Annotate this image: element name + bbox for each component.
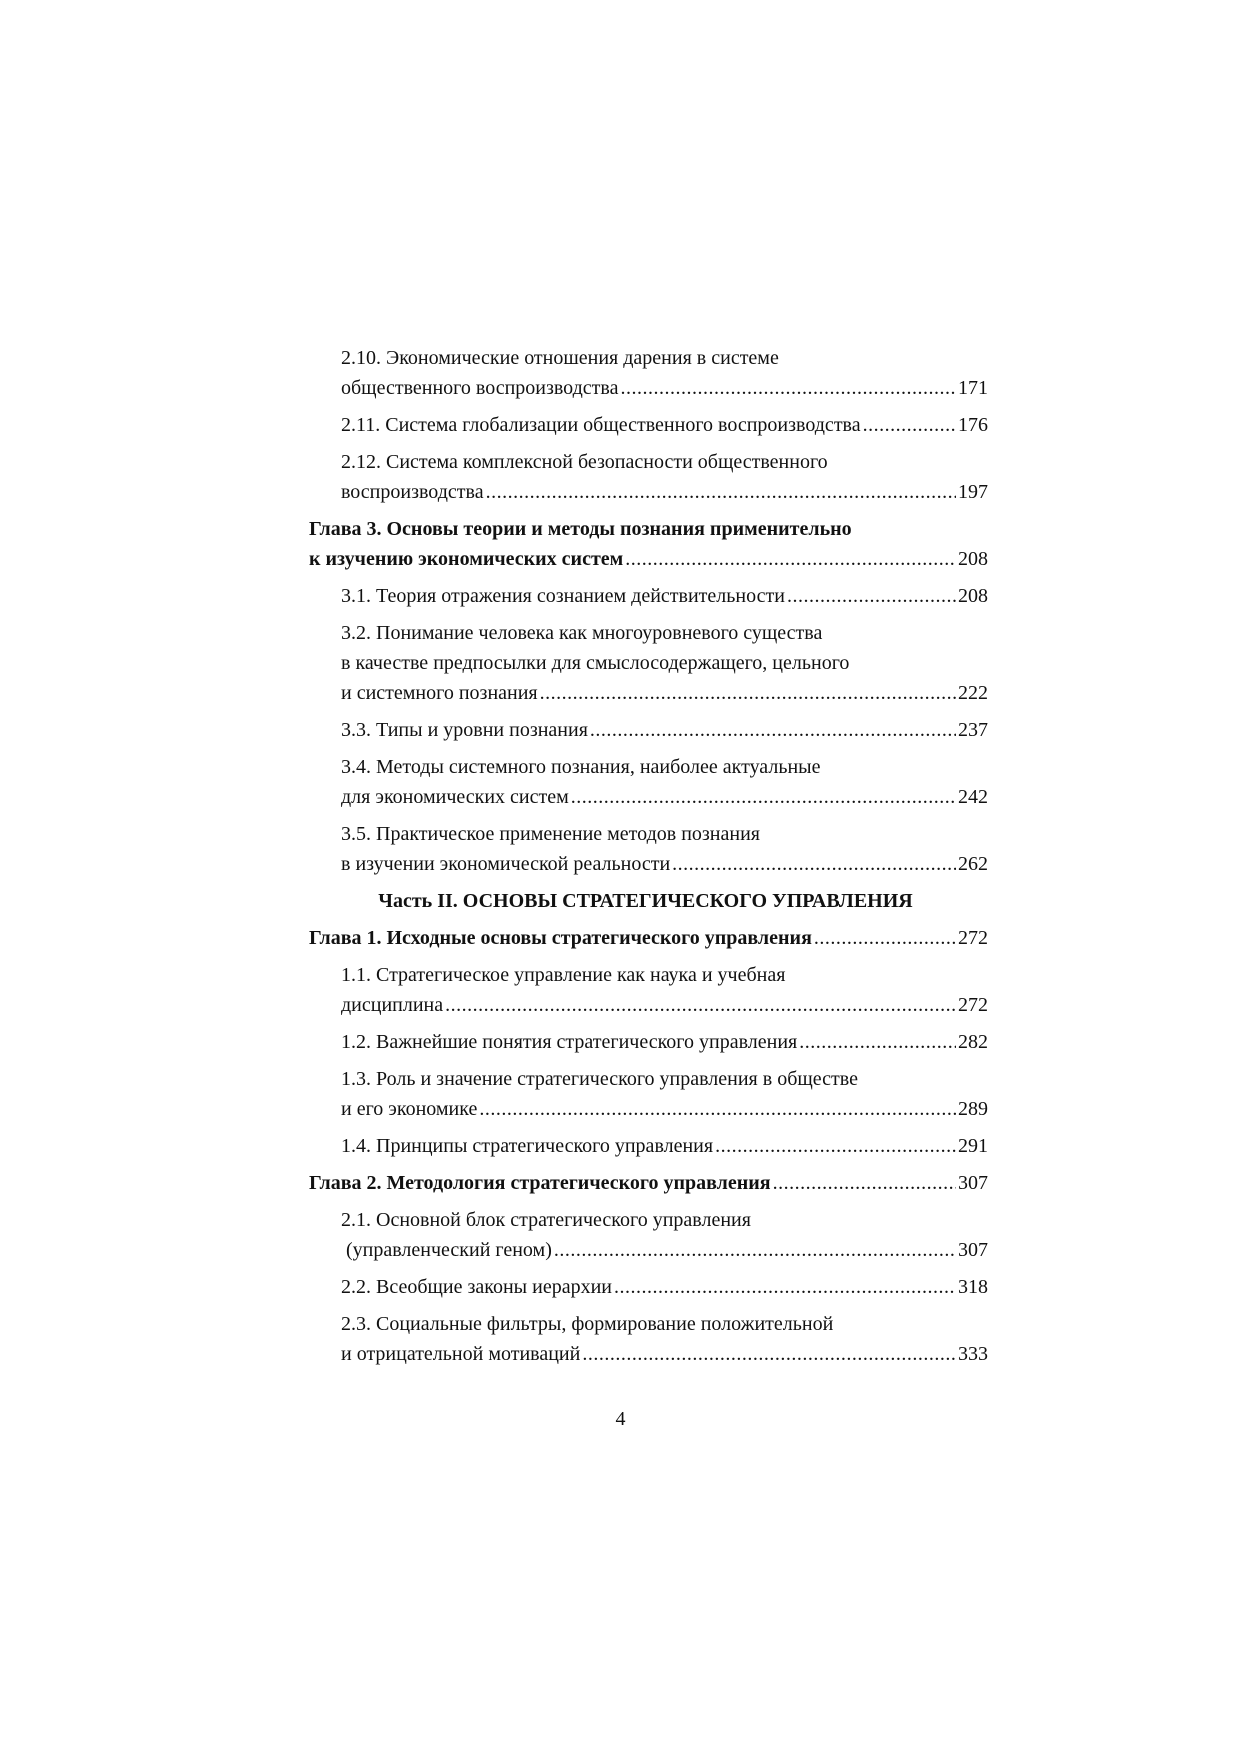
page-number: 242 (958, 786, 988, 808)
dot-leader (814, 923, 956, 953)
page-number: 237 (958, 719, 988, 741)
page-number: 272 (958, 927, 988, 949)
toc-entry (341, 715, 988, 745)
part-heading: Часть II. ОСНОВЫ СТРАТЕГИЧЕСКОГО УПРАВЛЕНИЯ (378, 890, 913, 912)
toc-entry (341, 343, 988, 403)
toc-entry-title: к изучению экономических систем (309, 548, 624, 570)
page-number: 222 (958, 682, 988, 704)
page-number: 208 (958, 548, 988, 570)
page-number: 289 (958, 1098, 988, 1120)
dot-leader (479, 1094, 956, 1124)
toc-entry (341, 618, 988, 708)
dot-leader (672, 849, 956, 879)
toc-entry-title: в изучении экономической реальности (341, 853, 671, 875)
toc-chapter (309, 1168, 988, 1198)
toc-chapter (309, 923, 988, 953)
toc-entry-line: 2.1. Основной блок стратегического управления (341, 1209, 751, 1231)
toc-entry-title: и отрицательной мотиваций (341, 1343, 581, 1365)
toc-entry (341, 410, 988, 440)
page-number: 176 (958, 414, 988, 436)
toc-entry-title: для экономических систем (341, 786, 569, 808)
dot-leader (799, 1027, 956, 1057)
page-number: 318 (958, 1276, 988, 1298)
toc-entry-line: 1.1. Стратегическое управление как наука и учебная (341, 964, 786, 986)
toc-entry (341, 1027, 988, 1057)
dot-leader (614, 1272, 956, 1302)
toc-entry-line: 3.5. Практическое применение методов познания (341, 823, 760, 845)
dot-leader (540, 678, 956, 708)
dot-leader (715, 1131, 956, 1161)
page-number: 282 (958, 1031, 988, 1053)
dot-leader (571, 782, 956, 812)
toc-entry-line: 3.4. Методы системного познания, наиболее актуальные (341, 756, 821, 778)
toc-entry (341, 960, 988, 1020)
toc-entry-title: воспроизводства (341, 481, 484, 503)
toc-entry-title: и его экономике (341, 1098, 478, 1120)
dot-leader (582, 1339, 956, 1369)
page-number: 307 (958, 1172, 988, 1194)
dot-leader (863, 410, 956, 440)
page-number: 208 (958, 585, 988, 607)
page-number: 262 (958, 853, 988, 875)
page-number: 307 (958, 1239, 988, 1261)
toc-entry-title: 3.1. Теория отражения сознанием действительности (341, 585, 785, 607)
page-number: 171 (958, 377, 988, 399)
toc-entry (341, 581, 988, 611)
toc-chapter (309, 514, 988, 574)
toc-entry-title: дисциплина (341, 994, 444, 1016)
toc-entry-title: 2.11. Система глобализации общественного воспроизводства (341, 414, 861, 436)
toc-entry (341, 1205, 988, 1265)
dot-leader (773, 1168, 956, 1198)
toc-entry-line: 3.2. Понимание человека как многоуровневого существа (341, 622, 823, 644)
dot-leader (620, 373, 956, 403)
toc-entry (341, 1309, 988, 1369)
toc-entry-title: (управленческий геном) (341, 1239, 552, 1261)
dot-leader (590, 715, 956, 745)
toc-entry-line: 2.3. Социальные фильтры, формирование положительной (341, 1313, 834, 1335)
toc-entry (341, 1064, 988, 1124)
dot-leader (445, 990, 956, 1020)
page-number: 333 (958, 1343, 988, 1365)
toc-entry (341, 1131, 988, 1161)
toc-entry (341, 1272, 988, 1302)
dot-leader (554, 1235, 956, 1265)
page-number: 197 (958, 481, 988, 503)
page-number: 291 (958, 1135, 988, 1157)
toc-entry-title: и системного познания (341, 682, 538, 704)
toc-entry-title: Глава 1. Исходные основы стратегического управления (309, 927, 812, 949)
toc-entry-line: 1.3. Роль и значение стратегического управления в обществе (341, 1068, 858, 1090)
toc-entry (341, 752, 988, 812)
toc-entry-line: 2.10. Экономические отношения дарения в системе (341, 347, 779, 369)
page-folio: 4 (615, 1408, 626, 1430)
dot-leader (486, 477, 956, 507)
dot-leader (787, 581, 956, 611)
toc-entry-title: 2.2. Всеобщие законы иерархии (341, 1276, 612, 1298)
toc-entry-line: Глава 3. Основы теории и методы познания применительно (309, 518, 852, 540)
toc-entry-title: Глава 2. Методология стратегического управления (309, 1172, 771, 1194)
toc-entry-line: в качестве предпосылки для смыслосодержащего, цельного (341, 652, 850, 674)
toc-entry-title: общественного воспроизводства (341, 377, 619, 399)
toc-entry (341, 819, 988, 879)
table-of-contents (0, 343, 1241, 1376)
toc-entry-title: 3.3. Типы и уровни познания (341, 719, 588, 741)
page-number: 272 (958, 994, 988, 1016)
dot-leader (625, 544, 956, 574)
toc-entry-title: 1.4. Принципы стратегического управления (341, 1135, 714, 1157)
toc-entry (341, 447, 988, 507)
toc-entry-line: 2.12. Система комплексной безопасности общественного (341, 451, 828, 473)
toc-entry-title: 1.2. Важнейшие понятия стратегического управления (341, 1031, 798, 1053)
